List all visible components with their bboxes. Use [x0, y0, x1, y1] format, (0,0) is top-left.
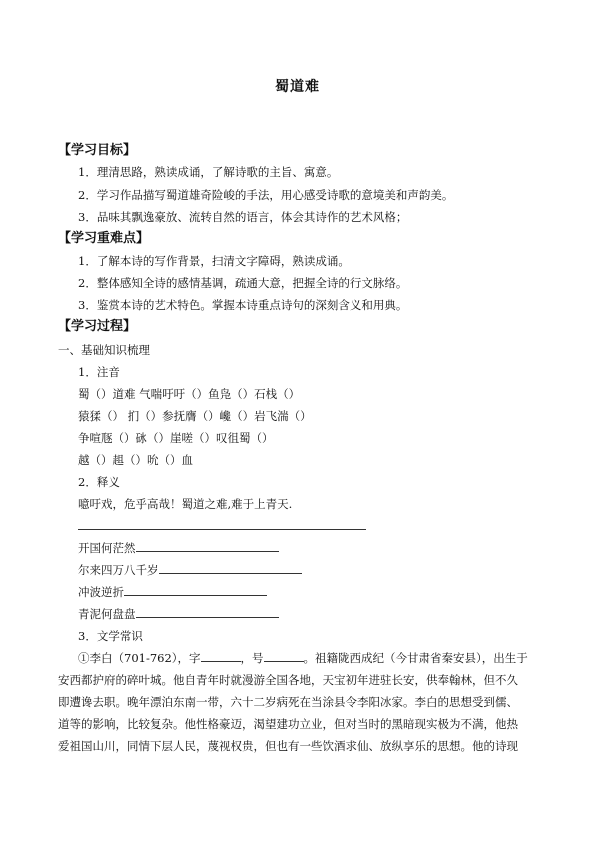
explain-item — [78, 540, 279, 556]
explain-item — [78, 562, 302, 578]
key-point-item: 2．整体感知全诗的感情基调，疏通大意，把握全诗的行文脉络。 — [78, 276, 408, 290]
lit-mid: ，号 — [240, 651, 264, 665]
key-point-item: 1．了解本诗的写作背景，扫清文字障碍，熟读成诵。 — [78, 254, 350, 268]
goals-heading: 【学习目标】 — [58, 143, 137, 158]
answer-line[interactable] — [78, 529, 366, 530]
part-one-heading: 一、基础知识梳理 — [58, 343, 150, 357]
literature-label: 3．文学常识 — [78, 629, 143, 643]
key-point-item: 3．鉴赏本诗的艺术特色。掌握本诗重点诗句的深刻含义和用典。 — [78, 298, 408, 312]
page-title: 蜀道难 — [275, 79, 320, 95]
literature-line: 即遭谗去职。晚年漂泊东南一带，六十二岁病死在当涂县令李阳冰家。李白的思想受到儒、 — [58, 695, 518, 709]
explain-term: 冲波逆折 — [78, 585, 124, 599]
pinyin-label: 1．注音 — [78, 365, 120, 379]
lit-after: 。祖籍陇西成纪（今甘肃省秦安县），出生于 — [303, 651, 528, 665]
pinyin-line: 越（）趄（）吮（）血 — [78, 453, 193, 467]
explain-term: 开国何茫然 — [78, 541, 136, 555]
literature-line: 爱祖国山川，同情下层人民，蔑视权贵，但也有一些饮酒求仙、放纵享乐的思想。他的诗现 — [58, 739, 518, 753]
quote-line: 噫吁戏，危乎高哉！蜀道之难,难于上青天. — [78, 497, 293, 511]
pinyin-line: 猿猱（） 扪（）参抚膺（）巉（）岩飞湍（） — [78, 409, 312, 423]
literature-paragraph — [58, 669, 543, 757]
literature-line-first — [78, 650, 528, 666]
goal-item: 2．学习作品描写蜀道雄奇险峻的手法，用心感受诗歌的意境美和声韵美。 — [78, 188, 454, 202]
goal-item: 3．品味其飘逸豪放、流转自然的语言，体会其诗作的艺术风格； — [78, 210, 408, 224]
lit-prefix: ①李白（701-762），字 — [78, 651, 201, 665]
pinyin-line: 争喧豗（）砯（）崖嗟（）叹徂蜀（） — [78, 431, 274, 445]
answer-blank[interactable] — [124, 584, 267, 596]
literature-line: 安西都护府的碎叶城。他自青年时就漫游全国各地，天宝初年进驻长安，供奉翰林，但不久 — [58, 673, 518, 687]
pseudonym-blank[interactable] — [264, 650, 304, 662]
pinyin-line: 蜀（）道难 气喘吁吁（）鱼凫（）石栈（） — [78, 387, 301, 401]
key-points-heading: 【学习重难点】 — [58, 231, 150, 246]
answer-blank[interactable] — [159, 562, 302, 574]
process-heading: 【学习过程】 — [58, 319, 137, 334]
explain-term: 青泥何盘盘 — [78, 607, 136, 621]
explain-item — [78, 606, 279, 622]
courtesy-name-blank[interactable] — [201, 650, 241, 662]
goal-item: 1．理清思路，熟读成诵，了解诗歌的主旨、寓意。 — [78, 165, 339, 179]
answer-blank[interactable] — [136, 540, 279, 552]
explain-label: 2．释义 — [78, 475, 120, 489]
explain-item — [78, 584, 267, 600]
explain-term: 尔来四万八千岁 — [78, 563, 159, 577]
answer-blank[interactable] — [136, 606, 279, 618]
literature-line: 道等的影响，比较复杂。他性格豪迈，渴望建功立业，但对当时的黑暗现实极为不满，他热 — [58, 717, 518, 731]
